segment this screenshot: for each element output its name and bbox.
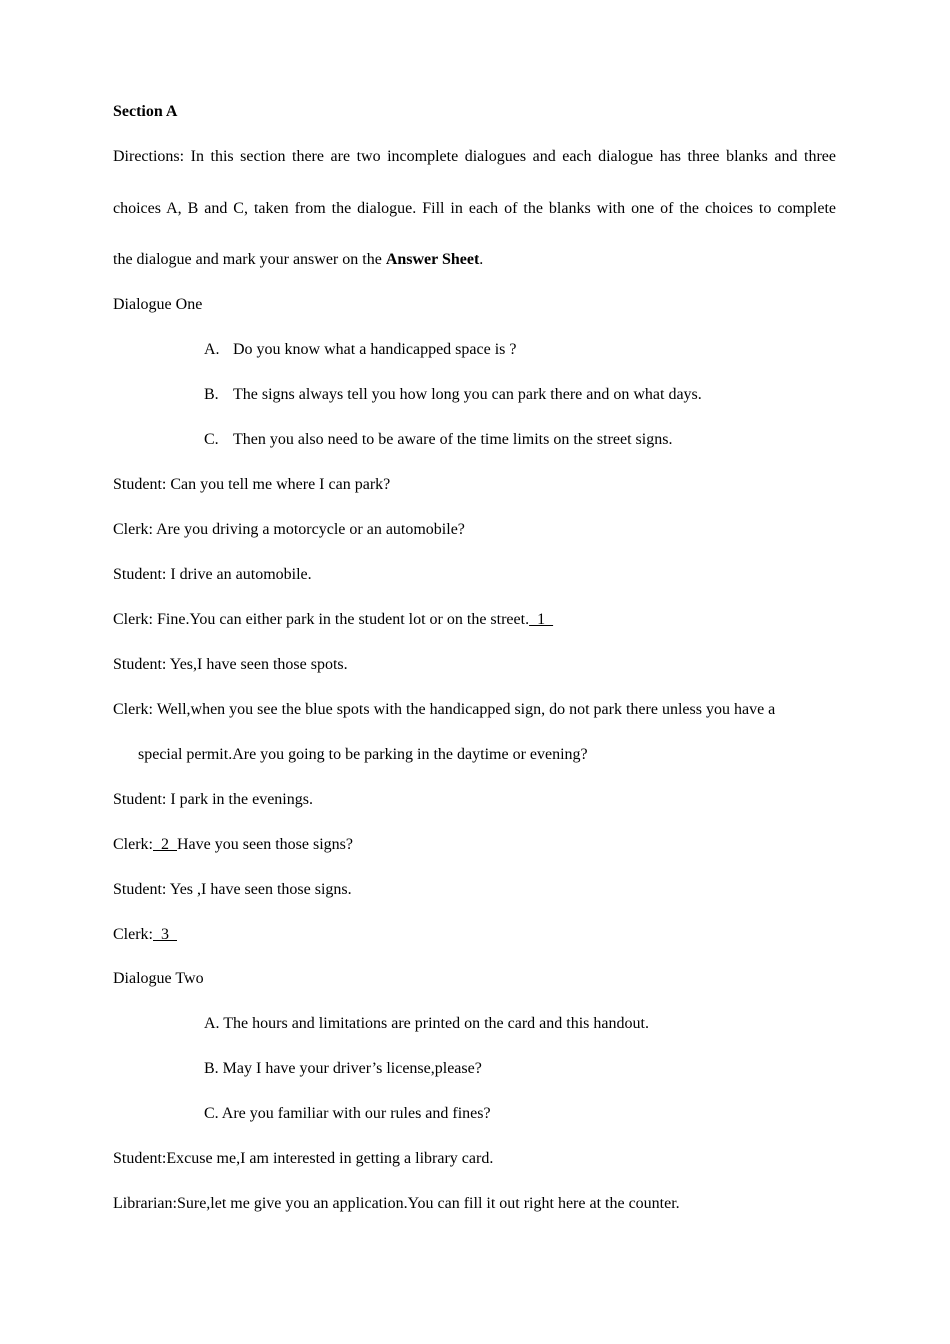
dialogue-one-line: Student: I drive an automobile.: [113, 566, 312, 583]
section-title: Section A: [113, 103, 178, 120]
dialogue-one-option-a: [204, 340, 516, 360]
directions-line-3-text: the dialogue and mark your answer on the: [113, 251, 386, 268]
dialogue-one-line: [113, 925, 177, 945]
directions-line-3-end: .: [479, 251, 484, 268]
dialogue-one-title: Dialogue One: [113, 296, 203, 313]
line-text: Clerk: Fine.You can either park in the student lot or on the street.: [113, 611, 530, 628]
blank-1: 1: [529, 611, 554, 628]
directions-line-3: [113, 250, 483, 270]
blank-3: 3: [153, 926, 177, 943]
line-text: Clerk:: [113, 836, 153, 853]
dialogue-two-line: Student:Excuse me,I am interested in getting a library card.: [113, 1150, 494, 1167]
dialogue-one-option-c: [204, 430, 672, 450]
dialogue-one-line: Clerk: Well,when you see the blue spots with the handicapped sign, do not park there unless you have a: [113, 701, 776, 718]
dialogue-two-title: Dialogue Two: [113, 970, 204, 987]
dialogue-two-line: Librarian:Sure,let me give you an application.You can fill it out right here at the counter.: [113, 1195, 680, 1212]
dialogue-one-line: Student: Yes ,I have seen those signs.: [113, 881, 352, 898]
dialogue-two-option-a: A. The hours and limitations are printed on the card and this handout.: [204, 1015, 649, 1032]
dialogue-one-line: Student: Can you tell me where I can park?: [113, 476, 391, 493]
dialogue-two-option-c: C. Are you familiar with our rules and fines?: [204, 1105, 491, 1122]
option-text: Then you also need to be aware of the time limits on the street signs.: [233, 431, 673, 448]
dialogue-two-option-b: B. May I have your driver’s license,please?: [204, 1060, 482, 1077]
answer-sheet-label: Answer Sheet: [385, 251, 480, 268]
directions-line-2: choices A, B and C, taken from the dialogue. Fill in each of the blanks with one of the choices to complete: [113, 200, 836, 217]
directions-line-1: Directions: In this section there are two incomplete dialogues and each dialogue has three blanks and three: [113, 148, 836, 165]
option-letter: C.: [204, 431, 219, 448]
line-text: Clerk:: [113, 926, 153, 943]
dialogue-one-line: Clerk: Are you driving a motorcycle or an automobile?: [113, 521, 465, 538]
line-text: Have you seen those signs?: [177, 836, 353, 853]
option-letter: A.: [204, 341, 220, 358]
option-letter: B.: [204, 386, 219, 403]
dialogue-one-option-b: [204, 385, 702, 405]
option-text: The signs always tell you how long you can park there and on what days.: [233, 386, 702, 403]
dialogue-one-line: [113, 835, 353, 855]
dialogue-one-line: [113, 610, 553, 630]
dialogue-one-line: Student: Yes,I have seen those spots.: [113, 656, 348, 673]
dialogue-one-line-continued: special permit.Are you going to be parking in the daytime or evening?: [138, 746, 588, 763]
option-text: Do you know what a handicapped space is ?: [233, 341, 517, 358]
dialogue-one-line: Student: I park in the evenings.: [113, 791, 313, 808]
blank-2: 2: [153, 836, 177, 853]
